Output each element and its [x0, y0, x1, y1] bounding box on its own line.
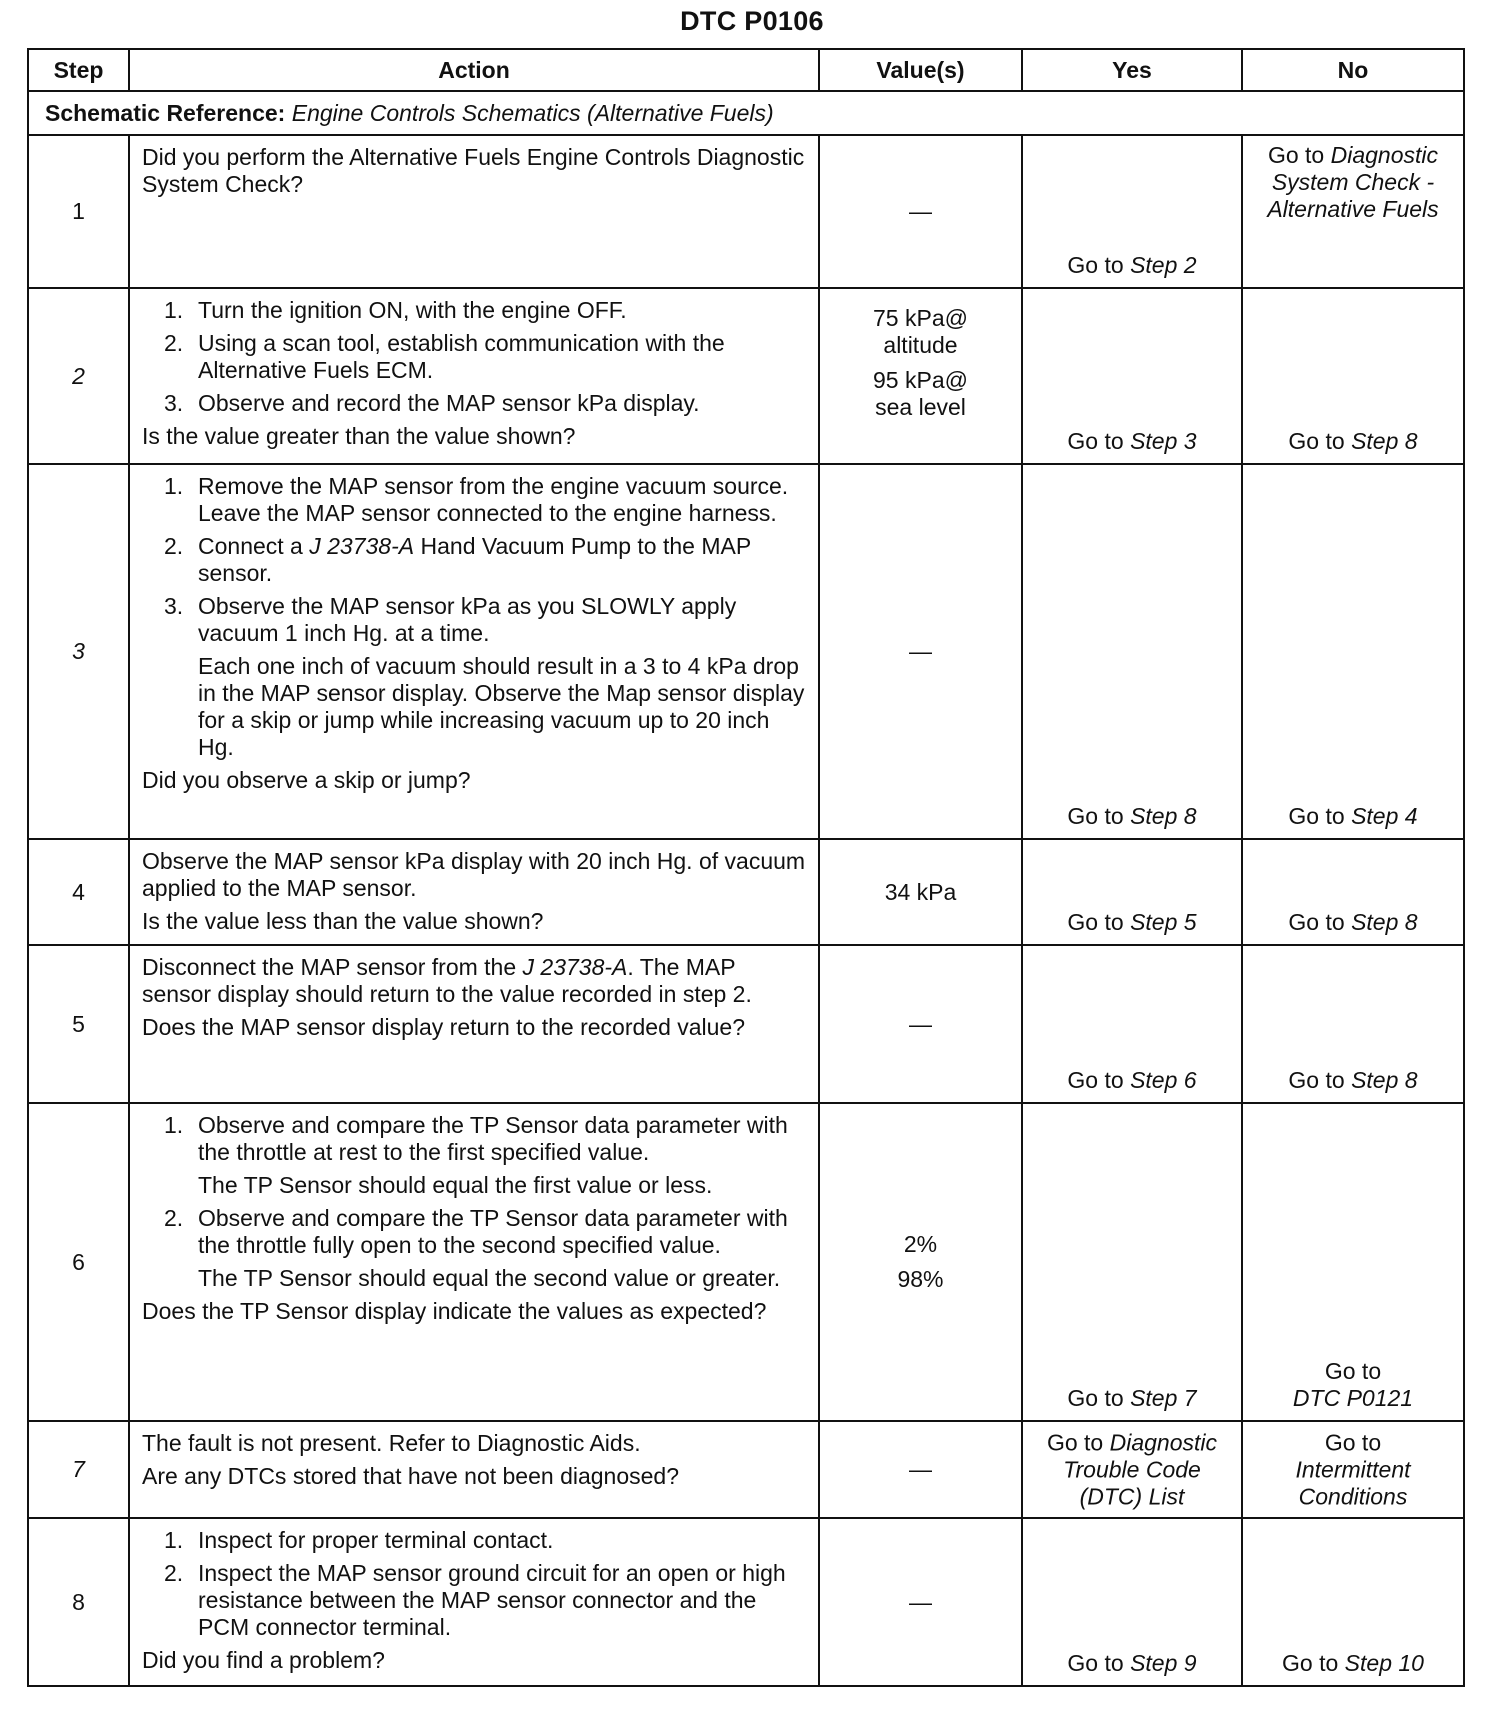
action-list: [142, 297, 808, 417]
value-cell: [819, 288, 1022, 464]
no-link[interactable]: DTC P0121: [1292, 1385, 1414, 1411]
value-cell: —: [819, 945, 1022, 1103]
yes-link[interactable]: Step 6: [1130, 1067, 1197, 1093]
action-list: [142, 1205, 808, 1259]
header-action: Action: [129, 49, 819, 91]
action-question: Did you observe a skip or jump?: [142, 767, 471, 793]
yes-link[interactable]: Step 2: [1130, 252, 1197, 278]
step-number: 1: [28, 135, 129, 288]
action-question: Does the TP Sensor display indicate the values as expected?: [142, 1298, 767, 1324]
action-note: The TP Sensor should equal the second value or greater.: [198, 1265, 781, 1291]
action-cell: [129, 945, 819, 1103]
schematic-ref: Engine Controls Schematics (Alternative Fuels): [291, 99, 774, 126]
action-list: [142, 473, 808, 647]
yes-link[interactable]: Step 9: [1130, 1650, 1197, 1676]
step-number: 4: [28, 839, 129, 945]
yes-cell: Go to Step 8: [1022, 464, 1242, 839]
action-question: Are any DTCs stored that have not been diagnosed?: [142, 1463, 680, 1489]
table-row: [28, 464, 1464, 839]
value-line: 95 kPa@ sea level: [873, 367, 968, 420]
value-line: 98%: [897, 1266, 944, 1292]
step-number: 3: [28, 464, 129, 839]
action-note: The TP Sensor should equal the first value or less.: [198, 1172, 713, 1198]
table-row: [28, 1103, 1464, 1421]
value-cell: —: [819, 464, 1022, 839]
value-cell: 34 kPa: [819, 839, 1022, 945]
table-row: [28, 135, 1464, 288]
action-question: Did you find a problem?: [142, 1647, 385, 1673]
tool-reference: J 23738-A: [522, 954, 628, 980]
value-cell: [819, 1103, 1022, 1421]
list-item: 2. Inspect the MAP sensor ground circuit for an open or high resistance between the MAP sensor connector and the PCM connector terminal.: [164, 1560, 786, 1640]
action-cell: [129, 839, 819, 945]
yes-cell: Go to Step 9: [1022, 1518, 1242, 1686]
action-cell: [129, 288, 819, 464]
no-cell: Go to Step 4: [1242, 464, 1464, 839]
action-list: [142, 1527, 808, 1641]
header-values: Value(s): [819, 49, 1022, 91]
yes-prefix: Go to: [1067, 252, 1124, 278]
action-cell: [129, 1103, 819, 1421]
no-prefix: Go to: [1267, 142, 1325, 168]
yes-link[interactable]: Step 3: [1130, 428, 1197, 454]
schematic-row: [28, 91, 1464, 135]
yes-cell: Go to Diagnostic Trouble Code (DTC) List: [1022, 1421, 1242, 1518]
no-link[interactable]: Step 8: [1351, 428, 1418, 454]
value-cell: —: [819, 1518, 1022, 1686]
yes-link[interactable]: Diagnostic Trouble Code (DTC) List: [1063, 1429, 1218, 1509]
no-link[interactable]: Step 8: [1351, 1067, 1418, 1093]
no-cell: [1242, 135, 1464, 288]
action-question: Is the value less than the value shown?: [142, 908, 544, 934]
action-cell: [129, 464, 819, 839]
step-number: 7: [28, 1421, 129, 1518]
list-item: 1. Observe and compare the TP Sensor data parameter with the throttle at rest to the first specified value.: [164, 1112, 788, 1165]
header-yes: Yes: [1022, 49, 1242, 91]
step-number: 2: [28, 288, 129, 464]
no-cell: Go to Step 8: [1242, 945, 1464, 1103]
yes-link[interactable]: Step 8: [1130, 803, 1197, 829]
no-cell: Go to DTC P0121: [1242, 1103, 1464, 1421]
yes-cell: Go to Step 7: [1022, 1103, 1242, 1421]
step-number: 8: [28, 1518, 129, 1686]
value-cell: —: [819, 1421, 1022, 1518]
list-item: 1. Turn the ignition ON, with the engine OFF.: [164, 297, 627, 323]
yes-cell: Go to Step 6: [1022, 945, 1242, 1103]
list-item: 3. Observe the MAP sensor kPa as you SLOWLY apply vacuum 1 inch Hg. at a time.: [164, 593, 737, 646]
action-cell: [129, 1421, 819, 1518]
value-line: 2%: [903, 1231, 938, 1257]
yes-link[interactable]: Step 5: [1130, 909, 1197, 935]
step-number: 6: [28, 1103, 129, 1421]
table-row: [28, 839, 1464, 945]
action-text: Did you perform the Alternative Fuels Engine Controls Diagnostic System Check?: [142, 144, 805, 197]
action-list: [142, 1112, 808, 1166]
action-note: Each one inch of vacuum should result in a 3 to 4 kPa drop in the MAP sensor display. Observe the Map sensor display for a skip or jump while increasing vacuum up to 20 inch Hg.: [198, 653, 805, 760]
yes-cell: Go to Step 5: [1022, 839, 1242, 945]
table-row: [28, 288, 1464, 464]
action-cell: [129, 1518, 819, 1686]
yes-cell: Go to Step 3: [1022, 288, 1242, 464]
no-cell: Go to Step 8: [1242, 839, 1464, 945]
schematic-reference: [28, 91, 1464, 135]
no-link[interactable]: Intermittent Conditions: [1295, 1456, 1411, 1509]
list-item: 3. Observe and record the MAP sensor kPa display.: [164, 390, 700, 416]
header-row: [28, 49, 1464, 91]
schematic-label: Schematic Reference:: [45, 99, 286, 126]
step-number: 5: [28, 945, 129, 1103]
action-cell: [129, 135, 819, 288]
diagnostic-table: [27, 48, 1465, 1687]
no-cell: Go to Intermittent Conditions: [1242, 1421, 1464, 1518]
page-title: DTC P0106: [680, 6, 824, 36]
header-step: Step: [28, 49, 129, 91]
no-cell: Go to Step 10: [1242, 1518, 1464, 1686]
yes-link[interactable]: Step 7: [1130, 1385, 1197, 1411]
action-text: Disconnect the MAP sensor from the J 23738-A. The MAP sensor display should return to the value recorded in step 2.: [142, 954, 752, 1007]
list-item: 2. Connect a J 23738-A Hand Vacuum Pump to the MAP sensor.: [164, 533, 751, 586]
no-cell: Go to Step 8: [1242, 288, 1464, 464]
no-link[interactable]: Step 4: [1351, 803, 1418, 829]
table-row: [28, 1421, 1464, 1518]
list-item: 1. Inspect for proper terminal contact.: [164, 1527, 554, 1553]
action-text: Observe the MAP sensor kPa display with 20 inch Hg. of vacuum applied to the MAP sensor.: [142, 848, 806, 901]
table-row: [28, 1518, 1464, 1686]
no-link[interactable]: Step 8: [1351, 909, 1418, 935]
action-question: Does the MAP sensor display return to the recorded value?: [142, 1014, 746, 1040]
tool-reference: J 23738-A: [309, 533, 415, 559]
table-row: [28, 945, 1464, 1103]
no-link[interactable]: Diagnostic System Check - Alternative Fuels: [1267, 142, 1439, 222]
list-item: 2. Using a scan tool, establish communication with the Alternative Fuels ECM.: [164, 330, 725, 383]
value-line: 75 kPa@ altitude: [873, 305, 968, 358]
header-no: No: [1242, 49, 1464, 91]
list-item: 2. Observe and compare the TP Sensor data parameter with the throttle fully open to the second specified value.: [164, 1205, 788, 1258]
action-question: Is the value greater than the value shown?: [142, 423, 576, 449]
yes-cell: [1022, 135, 1242, 288]
action-text: The fault is not present. Refer to Diagnostic Aids.: [142, 1430, 641, 1456]
value-cell: —: [819, 135, 1022, 288]
list-item: 1. Remove the MAP sensor from the engine vacuum source. Leave the MAP sensor connected to the engine harness.: [164, 473, 789, 526]
no-link[interactable]: Step 10: [1344, 1650, 1424, 1676]
